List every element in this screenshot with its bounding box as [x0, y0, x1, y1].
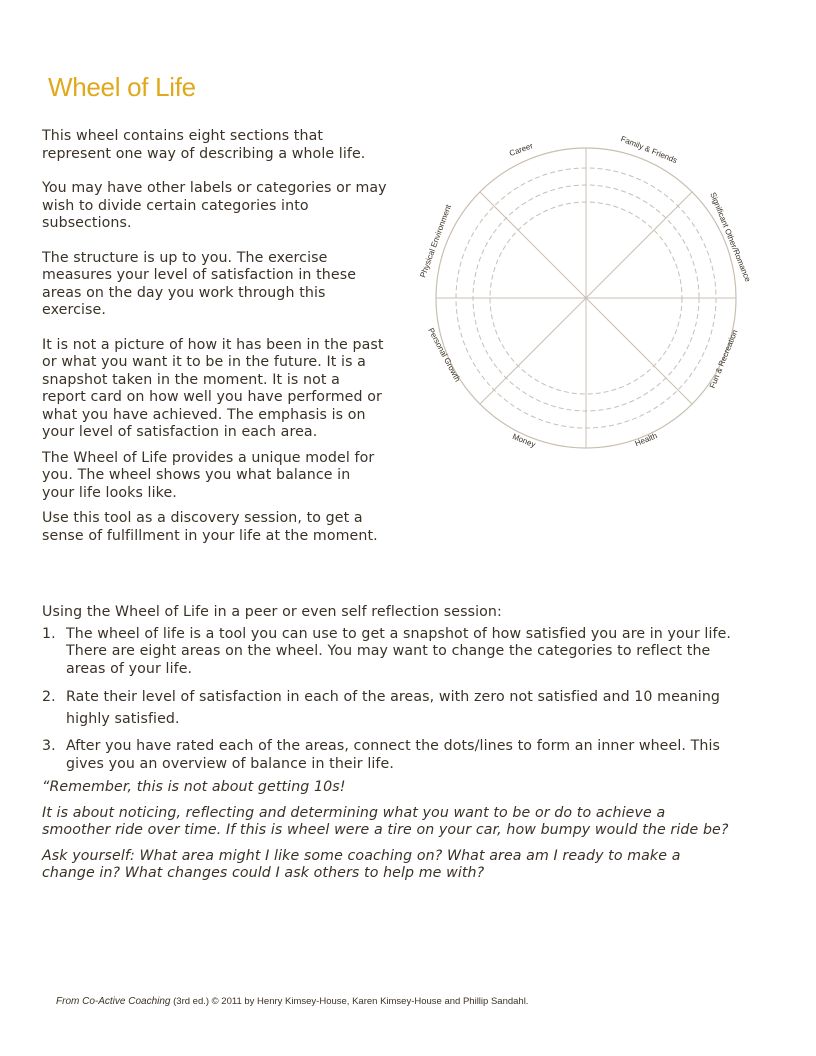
intro-paragraph: The structure is up to you. The exercise measures your level of satisfaction in these areas on the day you work through this exercise.	[42, 249, 357, 318]
intro-paragraph: It is not a picture of how it has been in the past or what you want it to be in the future. It is a snapshot taken in the moment. It is not a report card on how well you have performed or what you have achieved. The emphasis is on your level of satisfaction in each area.	[42, 336, 384, 440]
footer-source: From Co-Active Coaching	[56, 996, 171, 1007]
wheel-label-personal-growth: Personal Growth	[426, 326, 463, 384]
intro-paragraph: This wheel contains eight sections that represent one way of describing a whole life.	[42, 128, 366, 162]
footer-citation	[56, 996, 528, 1007]
step-number: 2.	[42, 689, 56, 705]
step-number: 1.	[42, 625, 56, 642]
intro-paragraph: The Wheel of Life provides a unique model for you. The wheel shows you what balance in your life looks like.	[42, 449, 375, 501]
wheel-label-career: Career	[508, 141, 535, 159]
usage-section	[42, 604, 732, 883]
wheel-label-money: Money	[511, 432, 537, 450]
step-text: After you have rated each of the areas, connect the dots/lines to form an inner wheel. This gives you an overview of balance in their life.	[66, 738, 720, 772]
steps-list	[42, 626, 732, 774]
page-title: Wheel of Life	[48, 72, 196, 102]
list-item	[42, 686, 732, 730]
step-number: 3.	[42, 738, 56, 754]
list-item	[42, 738, 732, 773]
intro-paragraph: Use this tool as a discovery session, to get a sense of fulfillment in your life at the moment.	[42, 510, 378, 544]
ask-yourself-text: Ask yourself: What area might I like some coaching on? What area am I ready to make a change in? What changes could I ask others to help me with?	[42, 847, 681, 881]
reflection-text: It is about noticing, reflecting and determining what you want to be or do to achieve a smoother ride over time. If this is wheel were a tire on your car, how bumpy would the ride be?	[42, 804, 729, 838]
wheel-label-significant-other: Significant Other/Romance	[708, 191, 753, 284]
wheel-label-fun-recreation: Fun & Recreation	[707, 328, 740, 390]
usage-heading: Using the Wheel of Life in a peer or even self reflection session:	[42, 604, 502, 620]
wheel-label-health: Health	[633, 431, 659, 449]
wheel-label-physical-environment: Physical Environment	[418, 203, 454, 279]
step-text: The wheel of life is a tool you can use to get a snapshot of how satisfied you are in your life. There are eight areas on the wheel. You may want to change the categories to reflect the areas of your life.	[66, 625, 732, 677]
intro-paragraph: You may have other labels or categories or may wish to divide certain categories into subsections.	[42, 180, 387, 231]
quote-text: “Remember, this is not about getting 10s!	[42, 779, 346, 795]
intro-text	[42, 128, 387, 545]
footer-citation-text: (3rd ed.) © 2011 by Henry Kimsey-House, Karen Kimsey-House and Phillip Sandahl.	[170, 996, 529, 1007]
step-text: Rate their level of satisfaction in each of the areas, with zero not satisfied and 10 meaning highly satisfied.	[66, 689, 721, 727]
list-item	[42, 626, 732, 679]
wheel-label-family-friends: Family & Friends	[619, 134, 679, 166]
wheel-of-life-diagram	[410, 130, 760, 470]
